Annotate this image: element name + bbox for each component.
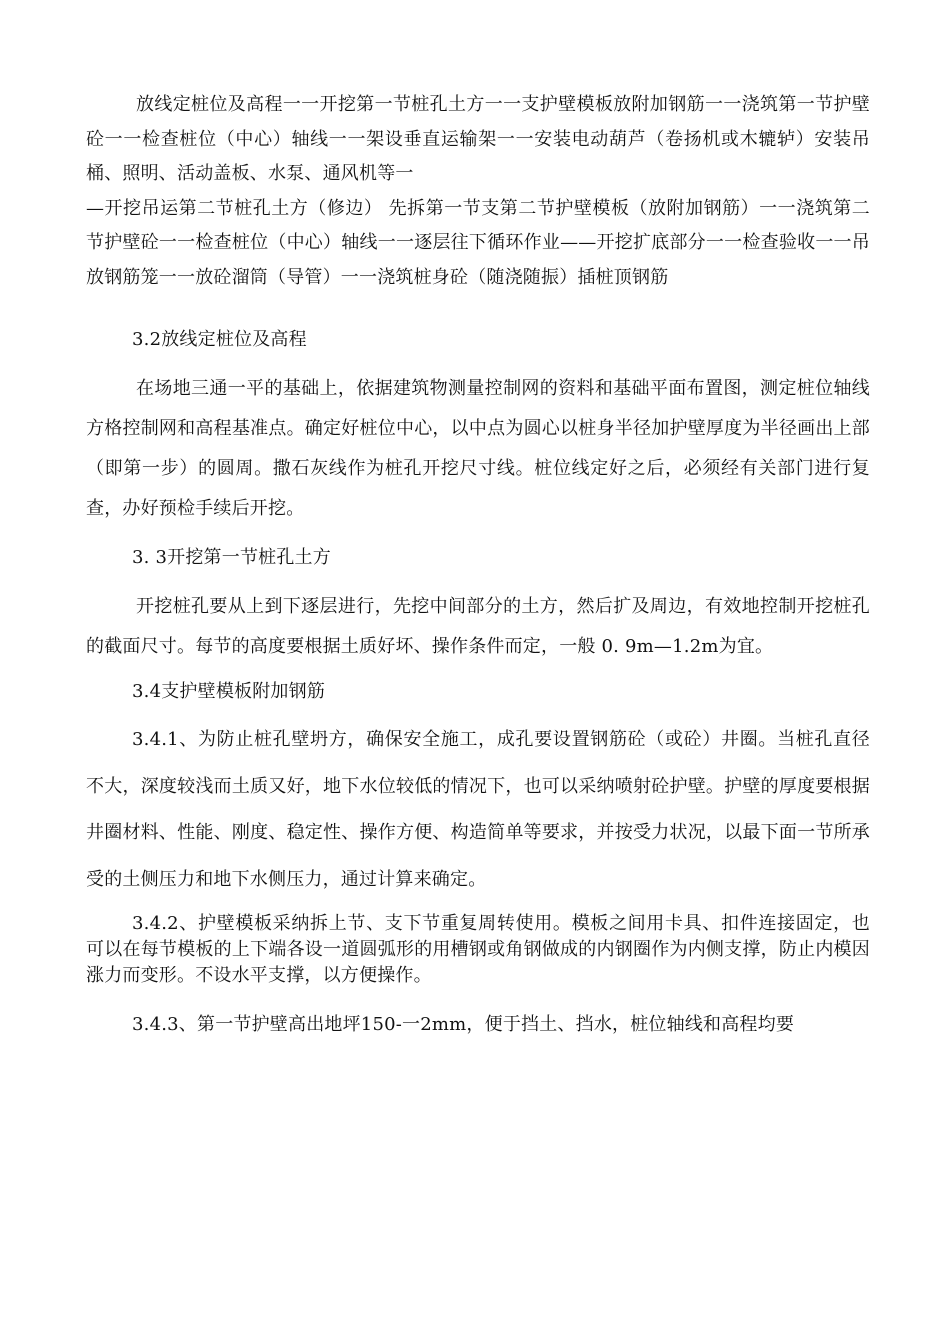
section-3-4-3-paragraph: 3.4.3、第一节护壁高出地坪150-一2mm，便于挡土、挡水，桩位轴线和高程均要 — [132, 1014, 795, 1035]
section-3-4-1-paragraph: 3.4.1、为防止桩孔壁坍方，确保安全施工，成孔要设置钢筋砼（或砼）井圈。当桩孔直径不大，深度较浅而土质又好，地下水位较低的情况下，也可以采纳喷射砼护壁。护壁的厚度要根据井圈材料、性能、刚度、稳定性、操作方便、构造简单等要求，并按受力状况，以最下面一节所承受的土侧压力和地下水侧压力，通过计算来确定。 — [86, 729, 870, 890]
section-3-3-body: 开挖桩孔要从上到下逐层进行，先挖中间部分的土方，然后扩及周边，有效地控制开挖桩孔的截面尺寸。每节的高度要根据土质好坏、操作条件而定，一般 0. 9m—1.2m为宜。 — [86, 596, 870, 657]
section-3-2-body: 在场地三通一平的基础上，依据建筑物测量控制网的资料和基础平面布置图，测定桩位轴线方格控制网和高程基准点。确定好桩位中心，以中点为圆心以桩身半径加护壁厚度为半径画出上部（即第一步）的圆周。撒石灰线作为桩孔开挖尺寸线。桩位线定好之后，必须经有关部门进行复查，办好预检手续后开挖。 — [86, 378, 870, 519]
section-3-4-heading: 3.4支护壁模板附加钢筋 — [132, 681, 326, 702]
document-page — [86, 88, 870, 1045]
construction-flow-paragraph-2: —开挖吊运第二节桩孔土方（修边） 先拆第一节支第二节护壁模板（放附加钢筋）一一浇筑第二节护壁砼一一检查桩位（中心）轴线一一逐层往下循环作业——开挖扩底部分一一检查验收一一吊放钢筋笼一一放砼溜筒（导管）一一浇筑桩身砼（随浇随振）插桩顶钢筋 — [86, 197, 870, 288]
construction-flow-paragraph-1: 放线定桩位及高程一一开挖第一节桩孔土方一一支护壁模板放附加钢筋一一浇筑第一节护壁砼一一检查桩位（中心）轴线一一架设垂直运输架一一安装电动葫芦（卷扬机或木辘轳）安装吊桶、照明、活动盖板、水泵、通风机等一 — [86, 94, 870, 184]
section-3-2-heading: 3.2放线定桩位及高程 — [132, 329, 307, 350]
section-3-4-2-paragraph: 3.4.2、护壁模板采纳拆上节、支下节重复周转使用。模板之间用卡具、扣件连接固定，也可以在每节模板的上下端各设一道圆弧形的用槽钢或角钢做成的内钢圈作为内侧支撑，防止内模因涨力而变形。不设水平支撑，以方便操作。 — [86, 913, 870, 986]
section-3-3-heading: 3. 3开挖第一节桩孔土方 — [132, 547, 331, 568]
